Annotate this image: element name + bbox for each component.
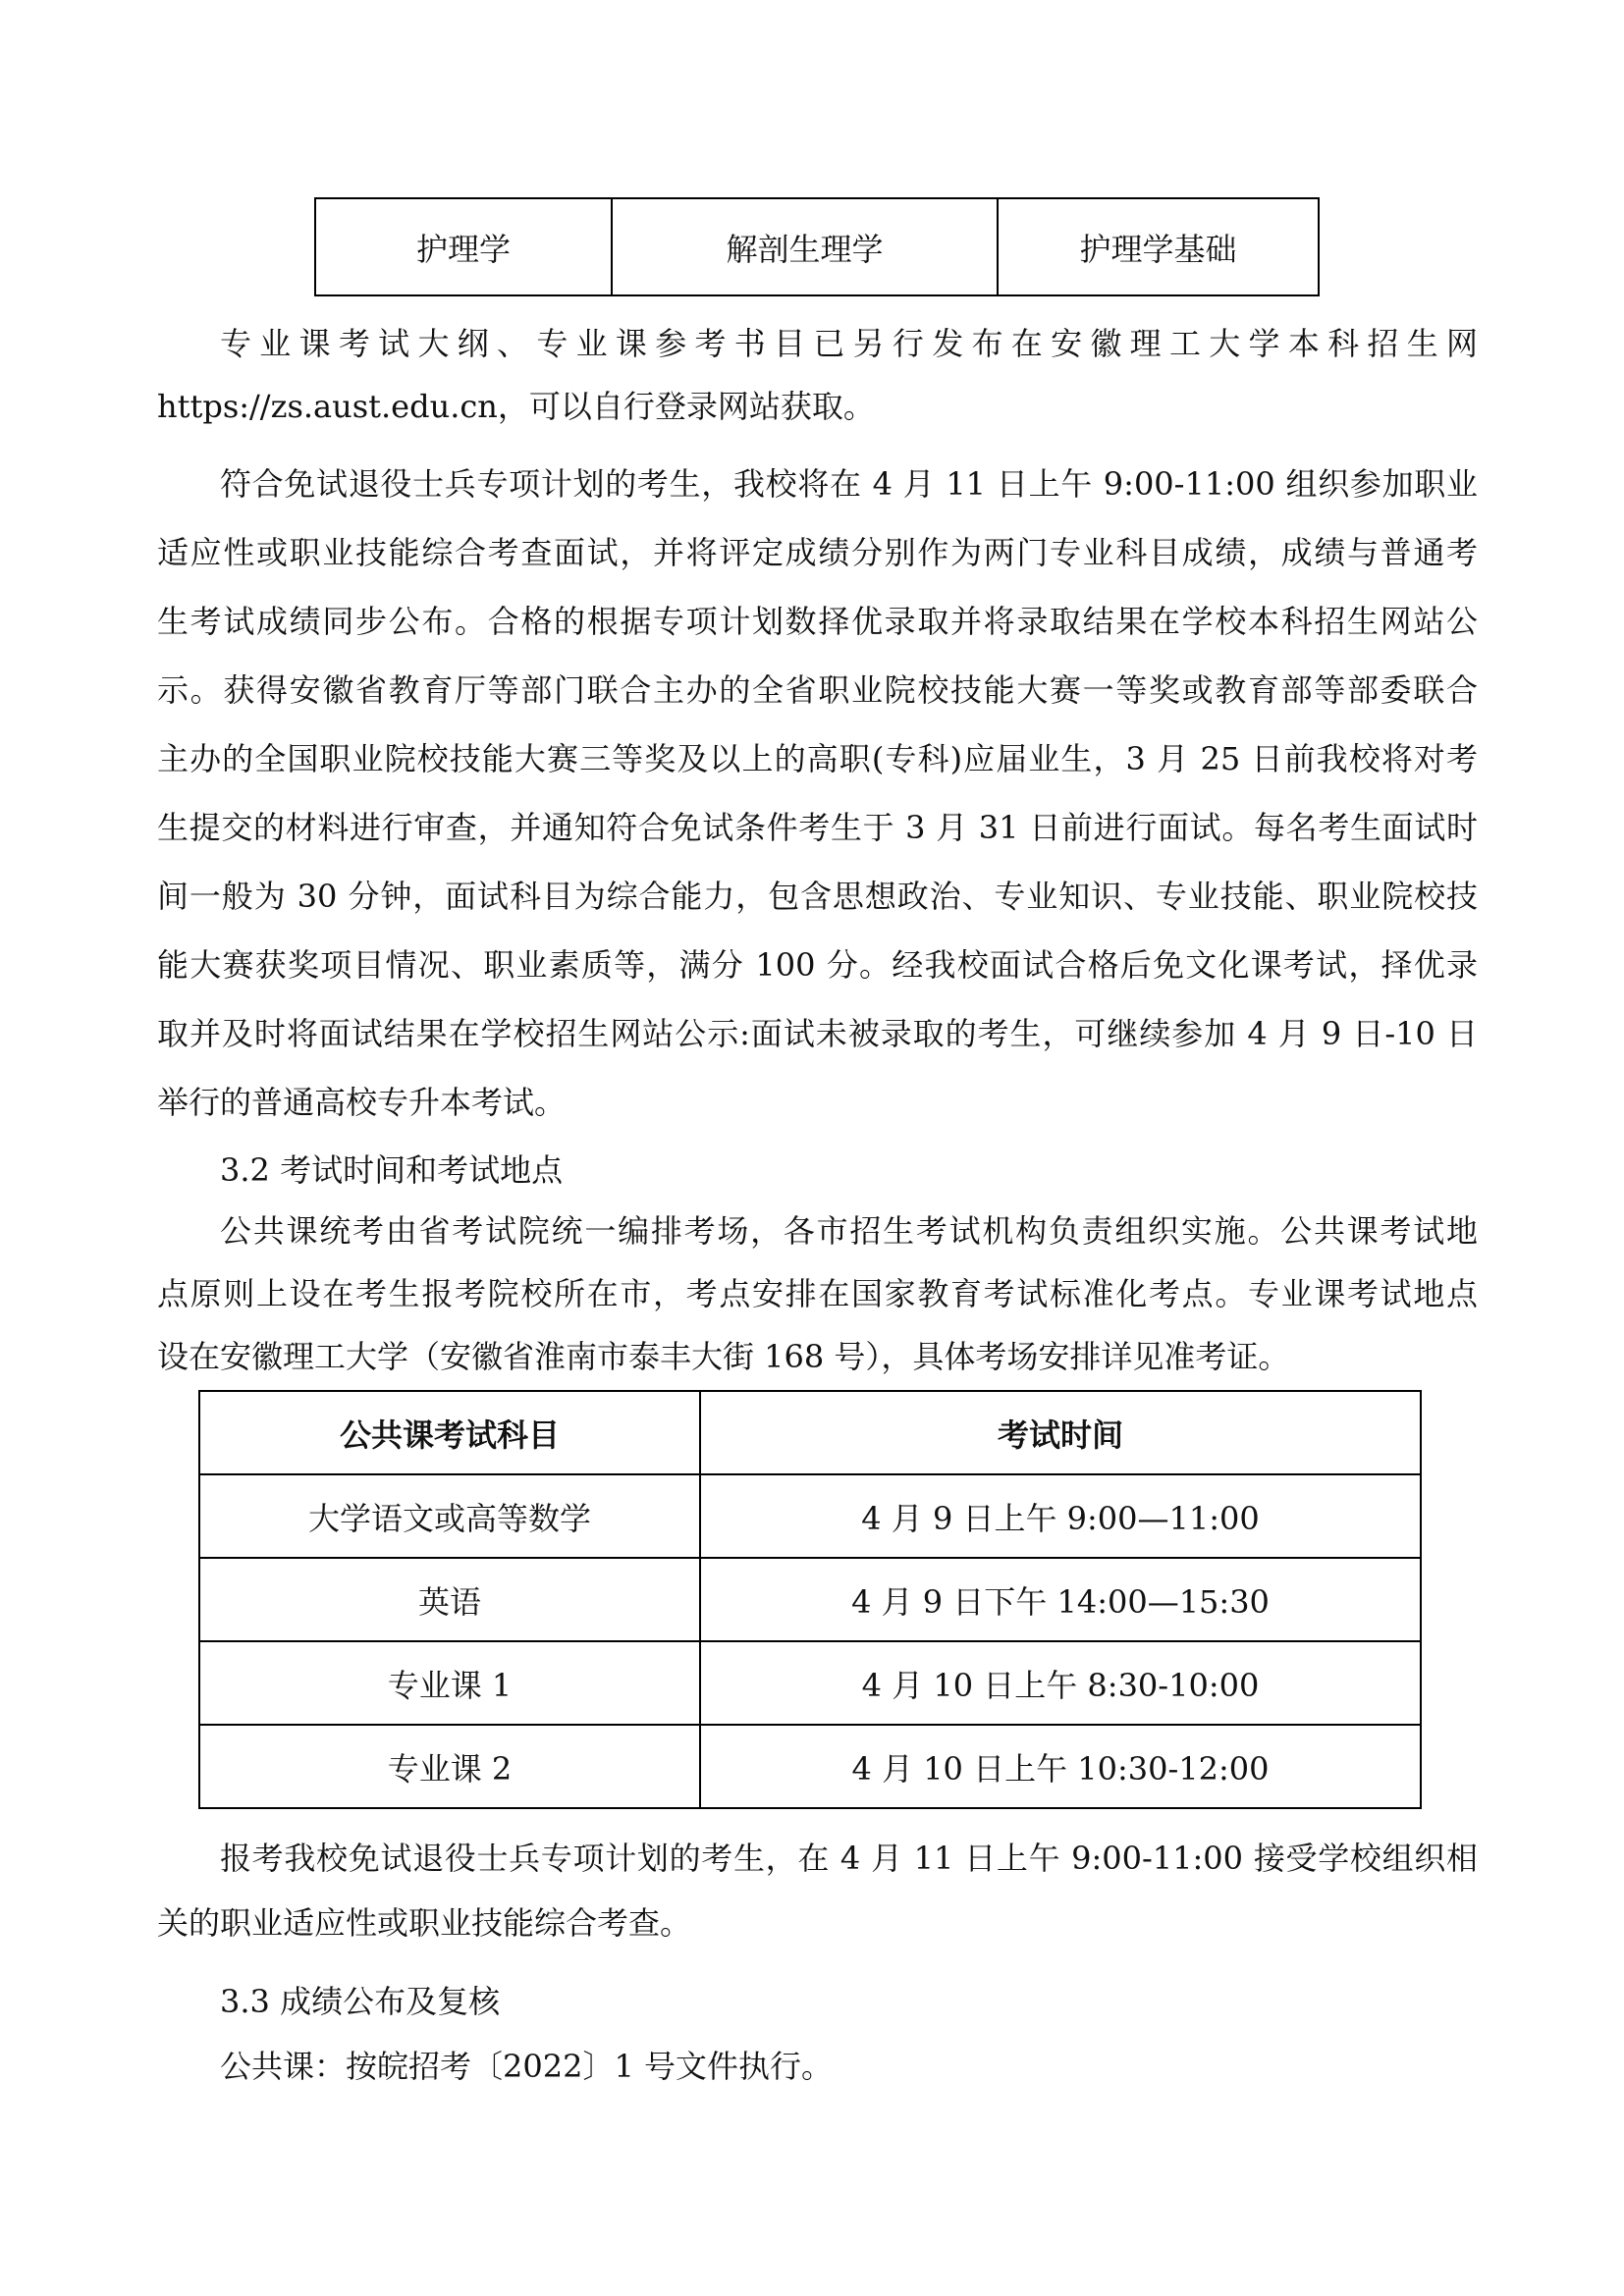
paragraph-line: 生考试成绩同步公布。合格的根据专项计划数择优录取并将录取结果在学校本科招生网站公: [157, 603, 1478, 640]
section-heading-3-2: [157, 1136, 1478, 1204]
table-row: [199, 1558, 1421, 1641]
paragraph-line: 关的职业适应性或职业技能综合考查。: [157, 1904, 692, 1942]
column-header: 考试时间: [700, 1391, 1421, 1474]
paragraph-line: 适应性或职业技能综合考查面试，并将评定成绩分别作为两门专业科目成绩，成绩与普通考: [157, 534, 1478, 571]
table-header-row: [199, 1391, 1421, 1474]
paragraph-line: 主办的全国职业院校技能大赛三等奖及以上的高职(专科)应届业生，3 月 25 日前我校将对考: [157, 740, 1478, 777]
subject-cell: 英语: [199, 1558, 700, 1641]
time-cell: 4 月 10 日上午 8:30-10:00: [700, 1641, 1421, 1725]
syllabus-paragraph: [157, 312, 1478, 438]
table-row: [199, 1641, 1421, 1725]
time-cell: 4 月 9 日上午 9:00—11:00: [700, 1474, 1421, 1558]
paragraph-line: 取并及时将面试结果在学校招生网站公示:面试未被录取的考生，可继续参加 4 月 9 日-10 日: [157, 1015, 1478, 1052]
paragraph-line: 间一般为 30 分钟，面试科目为综合能力，包含思想政治、专业知识、专业技能、职业院校技: [157, 878, 1478, 915]
major-subject-table: [314, 197, 1320, 296]
table-cell: 解剖生理学: [612, 198, 998, 295]
paragraph-line: 示。获得安徽省教育厅等部门联合主办的全省职业院校技能大赛一等奖或教育部等部委联合: [157, 671, 1478, 709]
paragraph-line: 点原则上设在考生报考院校所在市，考点安排在国家教育考试标准化考点。专业课考试地点: [157, 1275, 1478, 1312]
subject-cell: 专业课 1: [199, 1641, 700, 1725]
veteran-assessment-paragraph: [157, 1826, 1478, 1955]
paragraph-line: 专业课考试大纲、专业课参考书目已另行发布在安徽理工大学本科招生网: [220, 325, 1478, 362]
time-cell: 4 月 9 日下午 14:00—15:30: [700, 1558, 1421, 1641]
table-row: [199, 1474, 1421, 1558]
table-row: [315, 198, 1319, 295]
paragraph-line: 举行的普通高校专升本考试。: [157, 1084, 567, 1121]
section-heading-3-3: [157, 1970, 1478, 2033]
section-heading: 3.3 成绩公布及复核: [220, 1983, 501, 2020]
subject-cell: 专业课 2: [199, 1725, 700, 1808]
veteran-plan-paragraph: [157, 450, 1478, 1137]
section-heading: 3.2 考试时间和考试地点: [220, 1151, 564, 1189]
exam-schedule-table: [198, 1390, 1422, 1809]
paragraph-line: 生提交的材料进行审查，并通知符合免试条件考生于 3 月 31 日前进行面试。每名考生面试时: [157, 809, 1478, 846]
column-header: 公共课考试科目: [199, 1391, 700, 1474]
table-row: [199, 1725, 1421, 1808]
paragraph-line: 公共课统考由省考试院统一编排考场，各市招生考试机构负责组织实施。公共课考试地: [220, 1212, 1478, 1250]
time-cell: 4 月 10 日上午 10:30-12:00: [700, 1725, 1421, 1808]
paragraph-line: 报考我校免试退役士兵专项计划的考生，在 4 月 11 日上午 9:00-11:00 接受学校组织相: [220, 1840, 1478, 1877]
paragraph-line: 设在安徽理工大学（安徽省淮南市泰丰大街 168 号），具体考场安排详见准考证。: [157, 1338, 1290, 1375]
subject-cell: 大学语文或高等数学: [199, 1474, 700, 1558]
paragraph-line: https://zs.aust.edu.cn，可以自行登录网站获取。: [157, 388, 875, 425]
paragraph-line: 符合免试退役士兵专项计划的考生，我校将在 4 月 11 日上午 9:00-11:00 组织参加职业: [220, 465, 1478, 503]
paragraph-line: 能大赛获奖项目情况、职业素质等，满分 100 分。经我校面试合格后免文化课考试，择优录: [157, 946, 1478, 984]
exam-location-paragraph: [157, 1200, 1478, 1388]
score-paragraph: [157, 2035, 1478, 2098]
paragraph-line: 公共课：按皖招考〔2022〕1 号文件执行。: [220, 2048, 833, 2085]
table-cell: 护理学基础: [998, 198, 1319, 295]
table-cell: 护理学: [315, 198, 612, 295]
